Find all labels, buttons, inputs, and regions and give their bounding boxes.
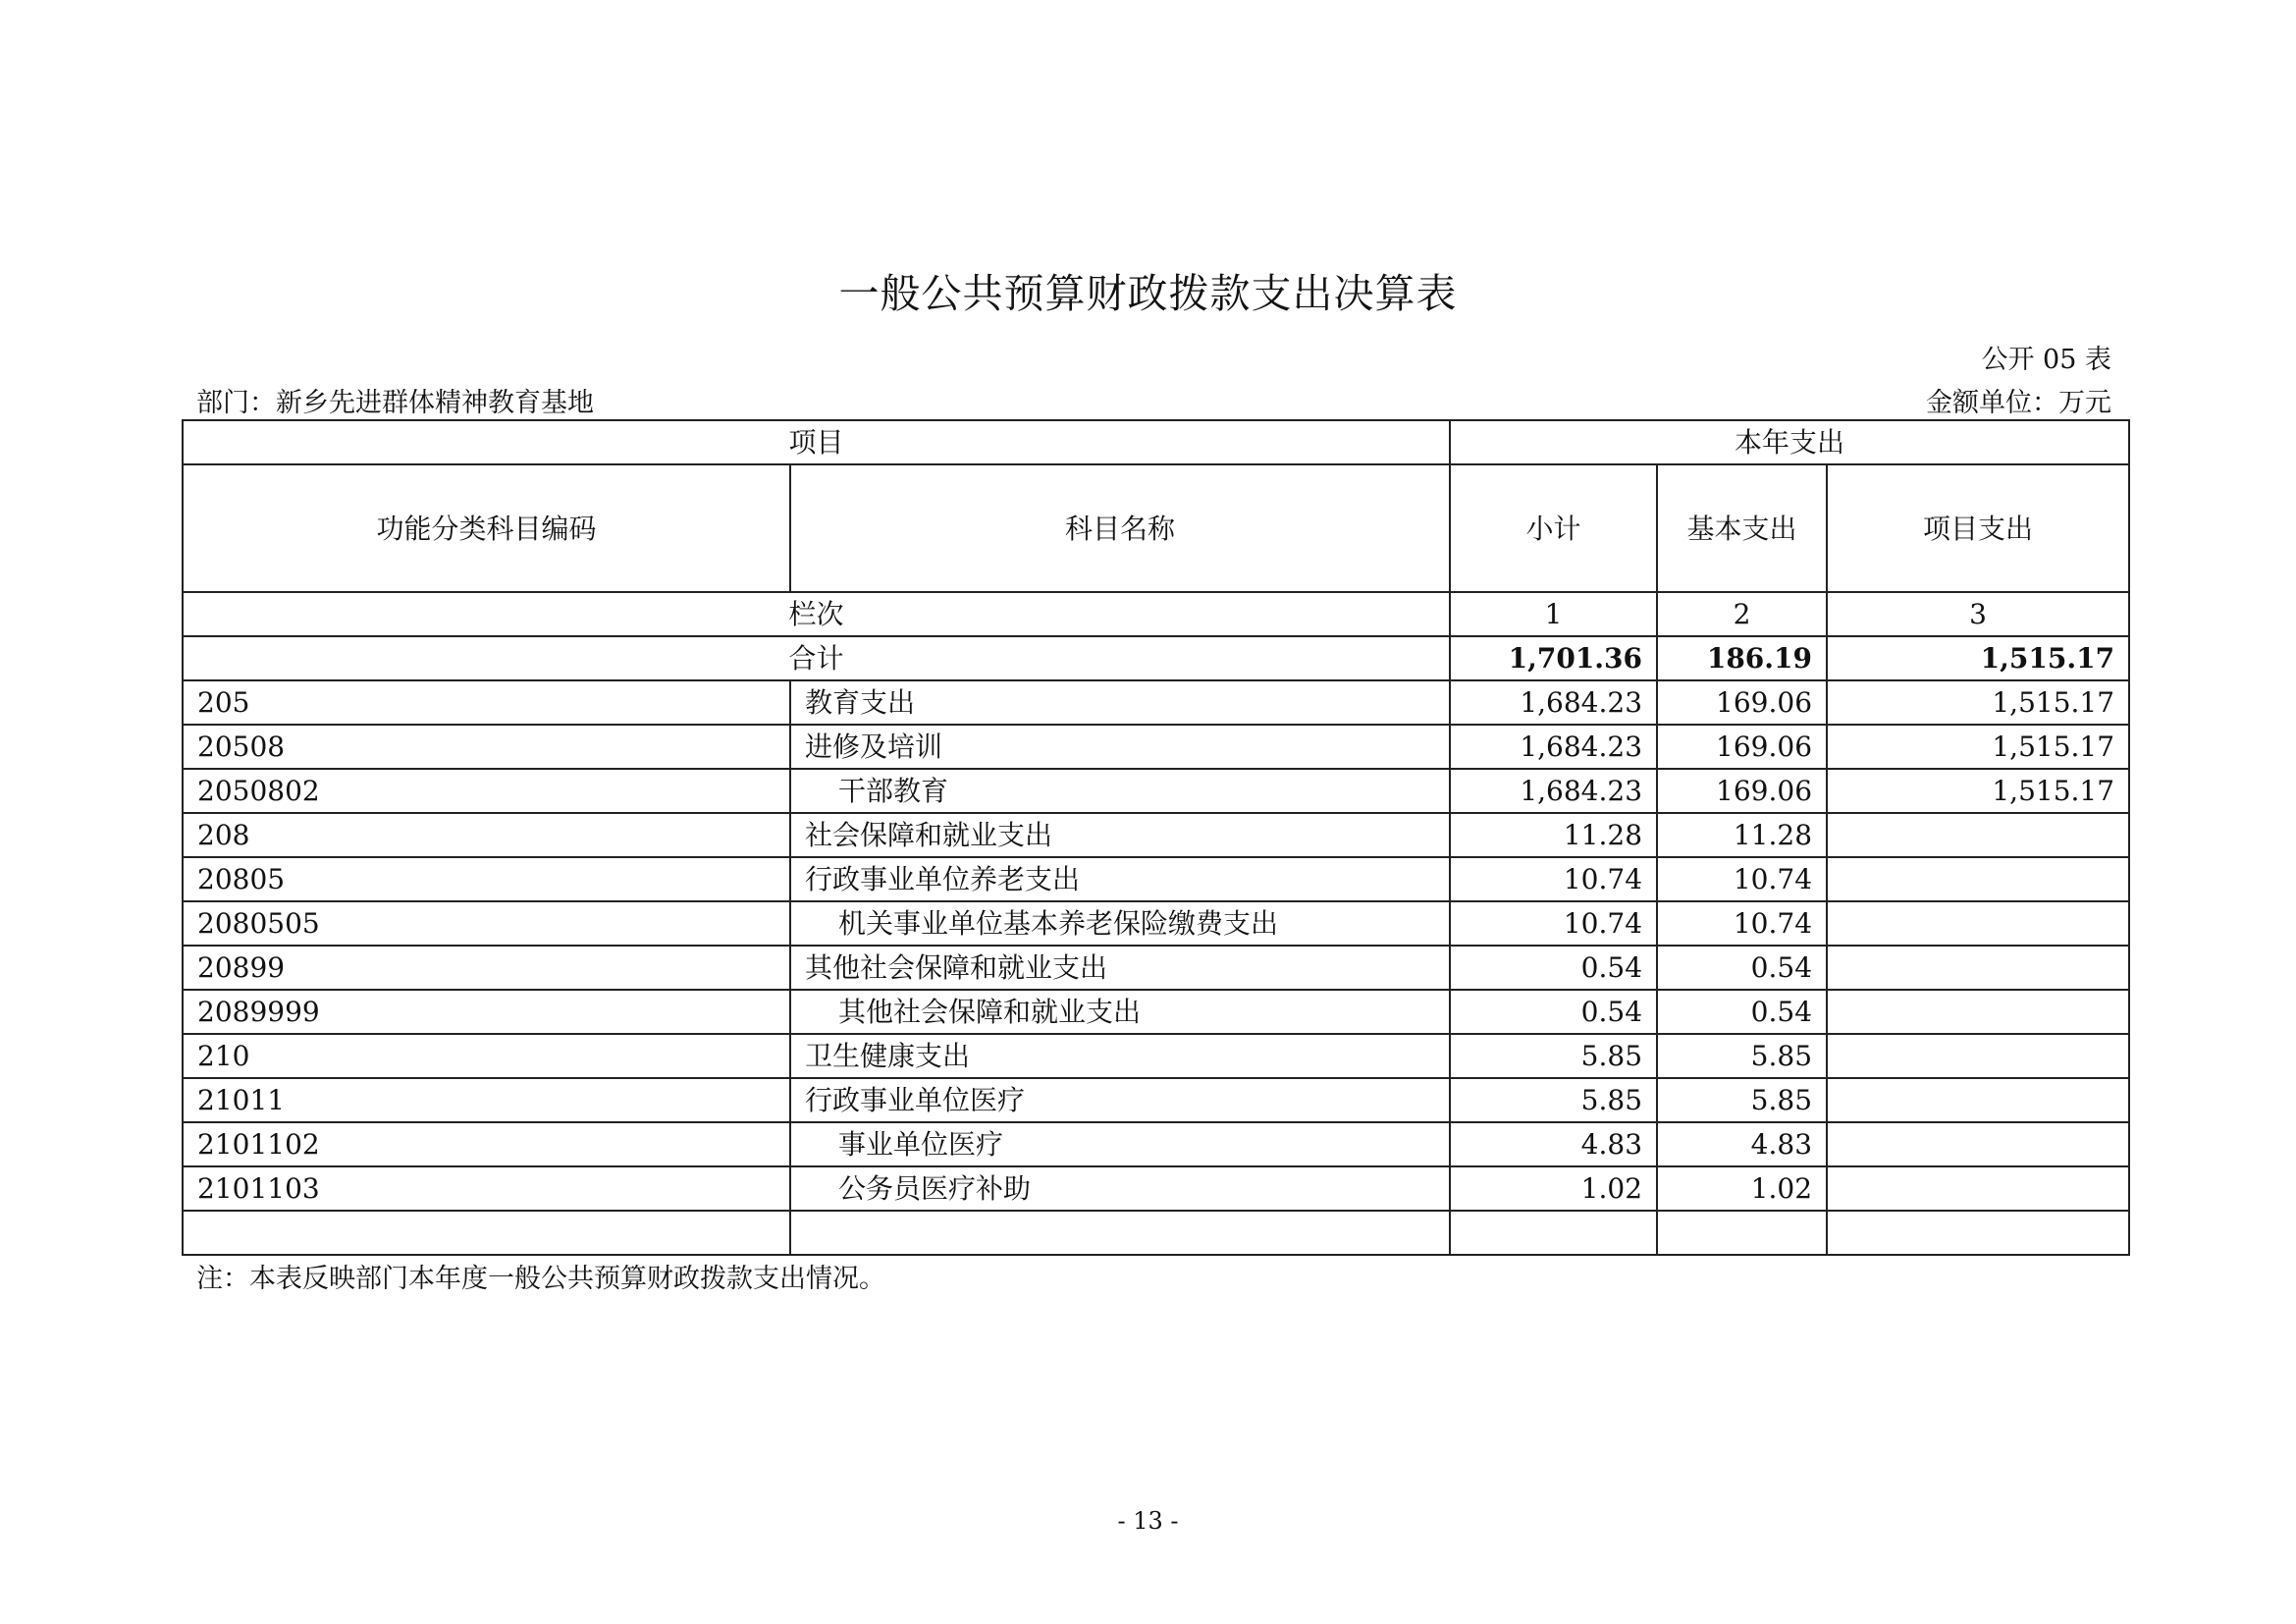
table-row (183, 1166, 2129, 1211)
row-project (1827, 1122, 2129, 1166)
total-basic: 186.19 (1657, 636, 1827, 680)
table-row (183, 725, 2129, 769)
table-note: 注：本表反映部门本年度一般公共预算财政拨款支出情况。 (196, 1264, 885, 1294)
row-subtotal: 10.74 (1450, 901, 1657, 946)
row-name: 社会保障和就业支出 (790, 813, 1450, 857)
row-project (1827, 1078, 2129, 1122)
row-subtotal: 1,684.23 (1450, 725, 1657, 769)
row-code: 21011 (183, 1078, 790, 1122)
row-name: 行政事业单位医疗 (790, 1078, 1450, 1122)
table-row (183, 857, 2129, 901)
table-row (183, 769, 2129, 813)
row-basic: 4.83 (1657, 1122, 1827, 1166)
page-number: - 13 - (1117, 1507, 1179, 1535)
row-code: 20899 (183, 946, 790, 990)
table-row (183, 1034, 2129, 1078)
column-number-label: 栏次 (183, 592, 1450, 636)
row-project (1827, 901, 2129, 946)
row-subtotal: 0.54 (1450, 946, 1657, 990)
row-name: 机关事业单位基本养老保险缴费支出 (790, 901, 1450, 946)
row-name: 行政事业单位养老支出 (790, 857, 1450, 901)
header-current-year: 本年支出 (1450, 420, 2129, 464)
row-name: 其他社会保障和就业支出 (790, 990, 1450, 1034)
table-number: 公开 05 表 (1981, 345, 2111, 375)
row-basic (1657, 1211, 1827, 1255)
row-subtotal: 0.54 (1450, 990, 1657, 1034)
table-row (183, 813, 2129, 857)
row-code: 2101103 (183, 1166, 790, 1211)
header-item: 项目 (183, 420, 1450, 464)
row-project (1827, 1166, 2129, 1211)
total-subtotal: 1,701.36 (1450, 636, 1657, 680)
row-name: 干部教育 (790, 769, 1450, 813)
column-number-3: 3 (1827, 592, 2129, 636)
row-name: 公务员医疗补助 (790, 1166, 1450, 1211)
column-number-1: 1 (1450, 592, 1657, 636)
row-basic: 0.54 (1657, 990, 1827, 1034)
row-project: 1,515.17 (1827, 769, 2129, 813)
header-row-1 (183, 420, 2129, 464)
row-code: 2089999 (183, 990, 790, 1034)
row-code: 210 (183, 1034, 790, 1078)
total-project: 1,515.17 (1827, 636, 2129, 680)
row-project: 1,515.17 (1827, 725, 2129, 769)
expenditure-table (182, 419, 2130, 1256)
row-name: 进修及培训 (790, 725, 1450, 769)
table-row (183, 1078, 2129, 1122)
row-subtotal: 11.28 (1450, 813, 1657, 857)
row-project (1827, 857, 2129, 901)
header-subtotal: 小计 (1450, 464, 1657, 592)
row-project: 1,515.17 (1827, 680, 2129, 725)
row-subtotal: 4.83 (1450, 1122, 1657, 1166)
table-row (183, 1211, 2129, 1255)
row-name: 事业单位医疗 (790, 1122, 1450, 1166)
row-subtotal: 10.74 (1450, 857, 1657, 901)
row-name: 卫生健康支出 (790, 1034, 1450, 1078)
row-basic: 5.85 (1657, 1078, 1827, 1122)
row-subtotal: 5.85 (1450, 1034, 1657, 1078)
row-basic: 10.74 (1657, 901, 1827, 946)
row-code (183, 1211, 790, 1255)
row-project (1827, 990, 2129, 1034)
row-basic: 169.06 (1657, 725, 1827, 769)
row-code: 208 (183, 813, 790, 857)
row-code: 20508 (183, 725, 790, 769)
row-subtotal: 5.85 (1450, 1078, 1657, 1122)
department-label: 部门：新乡先进群体精神教育基地 (196, 388, 594, 418)
row-name: 教育支出 (790, 680, 1450, 725)
row-basic: 5.85 (1657, 1034, 1827, 1078)
row-basic: 10.74 (1657, 857, 1827, 901)
row-name (790, 1211, 1450, 1255)
row-project (1827, 946, 2129, 990)
row-name: 其他社会保障和就业支出 (790, 946, 1450, 990)
row-project (1827, 813, 2129, 857)
row-code: 2050802 (183, 769, 790, 813)
row-code: 205 (183, 680, 790, 725)
row-code: 2101102 (183, 1122, 790, 1166)
row-basic: 0.54 (1657, 946, 1827, 990)
row-project (1827, 1211, 2129, 1255)
total-row (183, 636, 2129, 680)
row-project (1827, 1034, 2129, 1078)
header-row-2 (183, 464, 2129, 592)
column-number-row (183, 592, 2129, 636)
total-label: 合计 (183, 636, 1450, 680)
header-project: 项目支出 (1827, 464, 2129, 592)
row-code: 2080505 (183, 901, 790, 946)
table-row (183, 990, 2129, 1034)
row-basic: 169.06 (1657, 769, 1827, 813)
table-row (183, 946, 2129, 990)
unit-label: 金额单位：万元 (1926, 388, 2111, 418)
row-basic: 11.28 (1657, 813, 1827, 857)
row-subtotal: 1,684.23 (1450, 769, 1657, 813)
header-name: 科目名称 (790, 464, 1450, 592)
column-number-2: 2 (1657, 592, 1827, 636)
table-row (183, 680, 2129, 725)
row-basic: 169.06 (1657, 680, 1827, 725)
row-basic: 1.02 (1657, 1166, 1827, 1211)
row-subtotal (1450, 1211, 1657, 1255)
header-basic: 基本支出 (1657, 464, 1827, 592)
page-title: 一般公共预算财政拨款支出决算表 (838, 270, 1458, 317)
row-code: 20805 (183, 857, 790, 901)
row-subtotal: 1.02 (1450, 1166, 1657, 1211)
row-subtotal: 1,684.23 (1450, 680, 1657, 725)
table-row (183, 901, 2129, 946)
table-row (183, 1122, 2129, 1166)
header-code: 功能分类科目编码 (183, 464, 790, 592)
